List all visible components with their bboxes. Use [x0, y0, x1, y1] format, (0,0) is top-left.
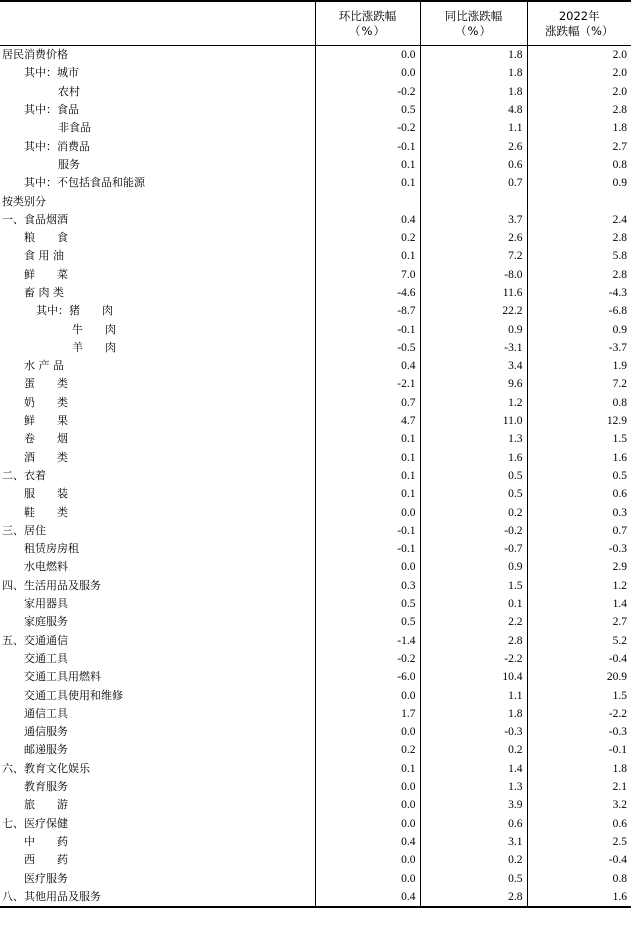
row-yoy-value: 0.5 — [420, 467, 527, 485]
row-label-cell — [0, 156, 315, 174]
row-yoy-value: 2.8 — [420, 888, 527, 907]
row-label: 羊 肉 — [72, 340, 116, 354]
row-mom-value: 0.0 — [315, 686, 420, 704]
row-yoy-value: 2.8 — [420, 632, 527, 650]
table-row — [0, 522, 631, 540]
row-mom-value — [315, 192, 420, 210]
row-mom-value: 0.5 — [315, 613, 420, 631]
row-label-cell — [0, 650, 315, 668]
row-mom-value: 0.5 — [315, 595, 420, 613]
row-mom-value: 0.1 — [315, 467, 420, 485]
row-yoy-value: 2.6 — [420, 229, 527, 247]
row-mom-value: 0.1 — [315, 449, 420, 467]
row-2022-value: 2.0 — [527, 83, 631, 101]
row-mom-value: -1.4 — [315, 632, 420, 650]
row-label: 七、医疗保健 — [2, 816, 68, 830]
row-mom-value: 0.2 — [315, 741, 420, 759]
table-header — [0, 1, 631, 46]
row-label: 鞋 类 — [24, 505, 68, 519]
row-label: 水电燃料 — [24, 560, 68, 574]
row-2022-value: 1.5 — [527, 686, 631, 704]
row-label: 农村 — [58, 84, 80, 98]
row-yoy-value: 0.5 — [420, 485, 527, 503]
row-mom-value: 0.1 — [315, 760, 420, 778]
row-2022-value: 1.6 — [527, 449, 631, 467]
row-label-cell — [0, 833, 315, 851]
table-row — [0, 284, 631, 302]
row-2022-value: 2.7 — [527, 137, 631, 155]
row-label-cell — [0, 632, 315, 650]
header-yoy — [420, 1, 527, 46]
row-label-cell — [0, 101, 315, 119]
table-row — [0, 686, 631, 704]
row-2022-value: 2.8 — [527, 266, 631, 284]
table-row — [0, 302, 631, 320]
row-label: 奶 类 — [24, 395, 68, 409]
row-2022-value: 1.2 — [527, 577, 631, 595]
row-label-cell — [0, 503, 315, 521]
row-mom-value: 4.7 — [315, 412, 420, 430]
row-label-cell — [0, 467, 315, 485]
row-label: 其中：食品 — [24, 103, 79, 117]
table-row — [0, 833, 631, 851]
table-row — [0, 137, 631, 155]
table-row — [0, 778, 631, 796]
table-row — [0, 485, 631, 503]
row-2022-value: 2.7 — [527, 613, 631, 631]
row-yoy-value: 0.9 — [420, 320, 527, 338]
row-yoy-value: 1.3 — [420, 778, 527, 796]
row-mom-value: 0.0 — [315, 46, 420, 65]
row-label-cell — [0, 375, 315, 393]
row-2022-value: 0.6 — [527, 485, 631, 503]
row-2022-value: 1.4 — [527, 595, 631, 613]
row-label: 邮递服务 — [24, 743, 68, 757]
table-row — [0, 247, 631, 265]
row-label: 鲜 菜 — [24, 267, 68, 281]
header-blank-cell — [0, 1, 315, 46]
row-label: 服务 — [58, 157, 80, 171]
row-label: 通信服务 — [24, 725, 68, 739]
row-2022-value: 7.2 — [527, 375, 631, 393]
row-label-cell — [0, 778, 315, 796]
row-2022-value — [527, 192, 631, 210]
table-row — [0, 668, 631, 686]
row-2022-value: 1.8 — [527, 760, 631, 778]
row-label-cell — [0, 540, 315, 558]
row-mom-value: 0.0 — [315, 503, 420, 521]
table-row — [0, 357, 631, 375]
row-label: 四、生活用品及服务 — [2, 578, 101, 592]
row-yoy-value: 2.2 — [420, 613, 527, 631]
row-label-cell — [0, 412, 315, 430]
row-mom-value: 0.0 — [315, 558, 420, 576]
row-mom-value: 0.4 — [315, 357, 420, 375]
row-label: 交通工具使用和维修 — [24, 688, 123, 702]
row-yoy-value: 1.6 — [420, 449, 527, 467]
row-yoy-value: 1.2 — [420, 394, 527, 412]
row-2022-value: 1.8 — [527, 119, 631, 137]
row-label-cell — [0, 595, 315, 613]
row-yoy-value: 1.8 — [420, 705, 527, 723]
row-label: 教育服务 — [24, 780, 68, 794]
row-mom-value: 0.0 — [315, 778, 420, 796]
row-label: 旅 游 — [24, 798, 68, 812]
row-mom-value: 0.5 — [315, 101, 420, 119]
row-yoy-value: 1.5 — [420, 577, 527, 595]
table-row — [0, 851, 631, 869]
row-yoy-value: 3.9 — [420, 796, 527, 814]
table-body — [0, 46, 631, 907]
row-2022-value: 2.5 — [527, 833, 631, 851]
table-row — [0, 412, 631, 430]
row-label-cell — [0, 83, 315, 101]
row-label-cell — [0, 430, 315, 448]
row-label-cell — [0, 796, 315, 814]
row-label: 家庭服务 — [24, 615, 68, 629]
row-2022-value: 12.9 — [527, 412, 631, 430]
row-yoy-value: 1.4 — [420, 760, 527, 778]
row-yoy-value: 1.8 — [420, 46, 527, 65]
row-yoy-value: -0.3 — [420, 723, 527, 741]
row-mom-value: -8.7 — [315, 302, 420, 320]
row-yoy-value: 3.1 — [420, 833, 527, 851]
row-label-cell — [0, 485, 315, 503]
row-label: 其中：城市 — [24, 66, 79, 80]
row-yoy-value: 11.0 — [420, 412, 527, 430]
row-label-cell — [0, 851, 315, 869]
row-mom-value: 0.0 — [315, 723, 420, 741]
row-yoy-value: -8.0 — [420, 266, 527, 284]
row-yoy-value: 0.2 — [420, 503, 527, 521]
row-label: 畜 肉 类 — [24, 286, 64, 299]
row-2022-value: -6.8 — [527, 302, 631, 320]
row-label-cell — [0, 705, 315, 723]
row-label: 鲜 果 — [24, 414, 68, 428]
row-2022-value: -3.7 — [527, 339, 631, 357]
row-label: 医疗服务 — [24, 871, 68, 885]
row-mom-value: -2.1 — [315, 375, 420, 393]
row-label-cell — [0, 814, 315, 832]
row-yoy-value: 7.2 — [420, 247, 527, 265]
row-label: 食 用 油 — [24, 249, 64, 263]
row-mom-value: -4.6 — [315, 284, 420, 302]
row-label: 一、食品烟酒 — [2, 212, 68, 226]
row-2022-value: 0.8 — [527, 869, 631, 887]
row-yoy-value — [420, 192, 527, 210]
row-mom-value: -0.1 — [315, 522, 420, 540]
row-2022-value: 5.2 — [527, 632, 631, 650]
row-label: 服 装 — [24, 487, 68, 501]
row-label-cell — [0, 522, 315, 540]
row-label: 通信工具 — [24, 706, 68, 720]
row-yoy-value: -0.7 — [420, 540, 527, 558]
table-row — [0, 723, 631, 741]
row-mom-value: 0.1 — [315, 430, 420, 448]
row-label-cell — [0, 46, 315, 65]
row-mom-value: 0.1 — [315, 156, 420, 174]
table-row — [0, 46, 631, 65]
row-mom-value: 0.0 — [315, 796, 420, 814]
table-row — [0, 869, 631, 887]
row-mom-value: 1.7 — [315, 705, 420, 723]
row-mom-value: 0.3 — [315, 577, 420, 595]
row-yoy-value: 1.3 — [420, 430, 527, 448]
row-label: 二、衣着 — [2, 468, 46, 482]
row-2022-value: -0.3 — [527, 540, 631, 558]
row-yoy-value: 3.4 — [420, 357, 527, 375]
row-2022-value: 3.2 — [527, 796, 631, 814]
table-row — [0, 266, 631, 284]
row-2022-value: 2.0 — [527, 64, 631, 82]
row-2022-value: 2.9 — [527, 558, 631, 576]
table-row — [0, 650, 631, 668]
table-row — [0, 83, 631, 101]
row-label: 非食品 — [58, 121, 91, 135]
row-mom-value: 0.4 — [315, 888, 420, 907]
row-2022-value: 0.8 — [527, 156, 631, 174]
row-label: 西 药 — [24, 853, 68, 867]
row-mom-value: -6.0 — [315, 668, 420, 686]
row-yoy-value: -0.2 — [420, 522, 527, 540]
row-mom-value: 0.1 — [315, 247, 420, 265]
row-label: 六、教育文化娱乐 — [2, 761, 90, 775]
row-mom-value: 0.1 — [315, 174, 420, 192]
row-mom-value: 7.0 — [315, 266, 420, 284]
row-label: 五、交通通信 — [2, 633, 68, 647]
row-yoy-value: 0.7 — [420, 174, 527, 192]
table-row — [0, 888, 631, 907]
row-yoy-value: 3.7 — [420, 211, 527, 229]
row-yoy-value: 10.4 — [420, 668, 527, 686]
row-2022-value: 20.9 — [527, 668, 631, 686]
row-label-cell — [0, 741, 315, 759]
table-row — [0, 119, 631, 137]
header-mom — [315, 1, 420, 46]
row-label-cell — [0, 64, 315, 82]
row-2022-value: -0.4 — [527, 851, 631, 869]
table-row — [0, 430, 631, 448]
table-row — [0, 156, 631, 174]
row-2022-value: 2.0 — [527, 46, 631, 65]
row-label-cell — [0, 192, 315, 210]
row-yoy-value: 4.8 — [420, 101, 527, 119]
row-label-cell — [0, 449, 315, 467]
row-label: 卷 烟 — [24, 432, 68, 446]
table-row — [0, 467, 631, 485]
row-yoy-value: 1.1 — [420, 686, 527, 704]
row-mom-value: -0.1 — [315, 137, 420, 155]
row-2022-value: 0.7 — [527, 522, 631, 540]
row-yoy-value: 1.1 — [420, 119, 527, 137]
row-mom-value: 0.4 — [315, 211, 420, 229]
table-row — [0, 449, 631, 467]
header-2022 — [527, 1, 631, 46]
table-row — [0, 101, 631, 119]
row-yoy-value: 0.9 — [420, 558, 527, 576]
row-yoy-value: 1.8 — [420, 83, 527, 101]
row-label: 酒 类 — [24, 450, 68, 464]
row-mom-value: 0.4 — [315, 833, 420, 851]
header-yoy-title: 同比涨跌幅 — [444, 8, 503, 23]
row-label: 家用器具 — [24, 597, 68, 611]
header-2022-unit: 涨跌幅（%） — [545, 23, 614, 38]
row-2022-value: 5.8 — [527, 247, 631, 265]
row-2022-value: -0.3 — [527, 723, 631, 741]
table-row — [0, 211, 631, 229]
row-label-cell — [0, 558, 315, 576]
row-label-cell — [0, 869, 315, 887]
row-label-cell — [0, 320, 315, 338]
table-row — [0, 503, 631, 521]
row-label-cell — [0, 137, 315, 155]
row-2022-value: 0.9 — [527, 174, 631, 192]
row-label: 按类别分 — [2, 194, 46, 208]
row-label: 租赁房房租 — [24, 542, 79, 556]
row-2022-value: -0.4 — [527, 650, 631, 668]
row-label: 交通工具 — [24, 651, 68, 665]
row-label-cell — [0, 247, 315, 265]
row-2022-value: -2.2 — [527, 705, 631, 723]
row-label-cell — [0, 266, 315, 284]
row-yoy-value: 0.2 — [420, 741, 527, 759]
row-yoy-value: 11.6 — [420, 284, 527, 302]
row-yoy-value: 0.1 — [420, 595, 527, 613]
row-mom-value: -0.2 — [315, 650, 420, 668]
row-label: 居民消费价格 — [2, 48, 68, 62]
table-row — [0, 796, 631, 814]
row-label: 牛 肉 — [72, 322, 116, 336]
row-label: 粮 食 — [24, 231, 68, 245]
row-yoy-value: -3.1 — [420, 339, 527, 357]
row-mom-value: -0.5 — [315, 339, 420, 357]
row-yoy-value: 9.6 — [420, 375, 527, 393]
table-row — [0, 705, 631, 723]
row-label-cell — [0, 357, 315, 375]
row-mom-value: -0.1 — [315, 320, 420, 338]
row-label: 交通工具用燃料 — [24, 670, 101, 684]
row-mom-value: -0.2 — [315, 83, 420, 101]
row-label-cell — [0, 211, 315, 229]
table-row — [0, 375, 631, 393]
row-2022-value: 1.9 — [527, 357, 631, 375]
table-row — [0, 814, 631, 832]
row-2022-value: 2.8 — [527, 229, 631, 247]
row-label: 八、其他用品及服务 — [2, 889, 101, 903]
table-row — [0, 613, 631, 631]
row-label-cell — [0, 686, 315, 704]
row-mom-value: -0.2 — [315, 119, 420, 137]
header-mom-unit: （%） — [349, 23, 386, 38]
table-row — [0, 632, 631, 650]
header-row — [0, 1, 631, 46]
row-mom-value: 0.7 — [315, 394, 420, 412]
row-yoy-value: 0.2 — [420, 851, 527, 869]
row-2022-value: 1.6 — [527, 888, 631, 907]
row-label-cell — [0, 394, 315, 412]
row-mom-value: -0.1 — [315, 540, 420, 558]
row-yoy-value: 0.6 — [420, 814, 527, 832]
row-yoy-value: 2.6 — [420, 137, 527, 155]
row-yoy-value: 0.5 — [420, 869, 527, 887]
row-2022-value: 0.3 — [527, 503, 631, 521]
row-2022-value: 1.5 — [527, 430, 631, 448]
row-mom-value: 0.2 — [315, 229, 420, 247]
row-2022-value: 2.1 — [527, 778, 631, 796]
row-label-cell — [0, 119, 315, 137]
header-mom-title: 环比涨跌幅 — [338, 8, 397, 23]
row-2022-value: -4.3 — [527, 284, 631, 302]
row-yoy-value: 22.2 — [420, 302, 527, 320]
row-mom-value: 0.0 — [315, 851, 420, 869]
row-label-cell — [0, 302, 315, 320]
table-row — [0, 595, 631, 613]
row-label-cell — [0, 668, 315, 686]
row-label-cell — [0, 229, 315, 247]
row-label: 其中：消费品 — [24, 139, 90, 153]
row-2022-value: -0.1 — [527, 741, 631, 759]
row-label-cell — [0, 760, 315, 778]
header-2022-title: 2022年 — [558, 8, 600, 23]
table-row — [0, 339, 631, 357]
row-label-cell — [0, 174, 315, 192]
row-label: 蛋 类 — [24, 377, 68, 391]
table-row — [0, 558, 631, 576]
table-row — [0, 394, 631, 412]
table-row — [0, 741, 631, 759]
row-2022-value: 2.4 — [527, 211, 631, 229]
table-row — [0, 174, 631, 192]
table-row — [0, 760, 631, 778]
row-2022-value: 0.8 — [527, 394, 631, 412]
row-label-cell — [0, 613, 315, 631]
table-row — [0, 229, 631, 247]
row-mom-value: 0.0 — [315, 814, 420, 832]
table-row — [0, 64, 631, 82]
row-label-cell — [0, 284, 315, 302]
row-label: 三、居住 — [2, 523, 46, 537]
row-label-cell — [0, 339, 315, 357]
table-row — [0, 540, 631, 558]
row-mom-value: 0.1 — [315, 485, 420, 503]
row-label-cell — [0, 888, 315, 907]
row-label: 其中：猪 肉 — [36, 304, 113, 318]
row-2022-value: 0.6 — [527, 814, 631, 832]
row-2022-value: 2.8 — [527, 101, 631, 119]
row-label-cell — [0, 723, 315, 741]
row-label: 其中：不包括食品和能源 — [24, 176, 145, 190]
table-row — [0, 577, 631, 595]
row-2022-value: 0.9 — [527, 320, 631, 338]
table-row — [0, 320, 631, 338]
row-yoy-value: -2.2 — [420, 650, 527, 668]
row-mom-value: 0.0 — [315, 64, 420, 82]
row-mom-value: 0.0 — [315, 869, 420, 887]
row-label: 中 药 — [24, 834, 68, 848]
row-yoy-value: 0.6 — [420, 156, 527, 174]
row-label-cell — [0, 577, 315, 595]
row-label: 水 产 品 — [24, 359, 64, 373]
row-yoy-value: 1.8 — [420, 64, 527, 82]
table-row — [0, 192, 631, 210]
row-2022-value: 0.5 — [527, 467, 631, 485]
header-yoy-unit: （%） — [455, 23, 492, 38]
